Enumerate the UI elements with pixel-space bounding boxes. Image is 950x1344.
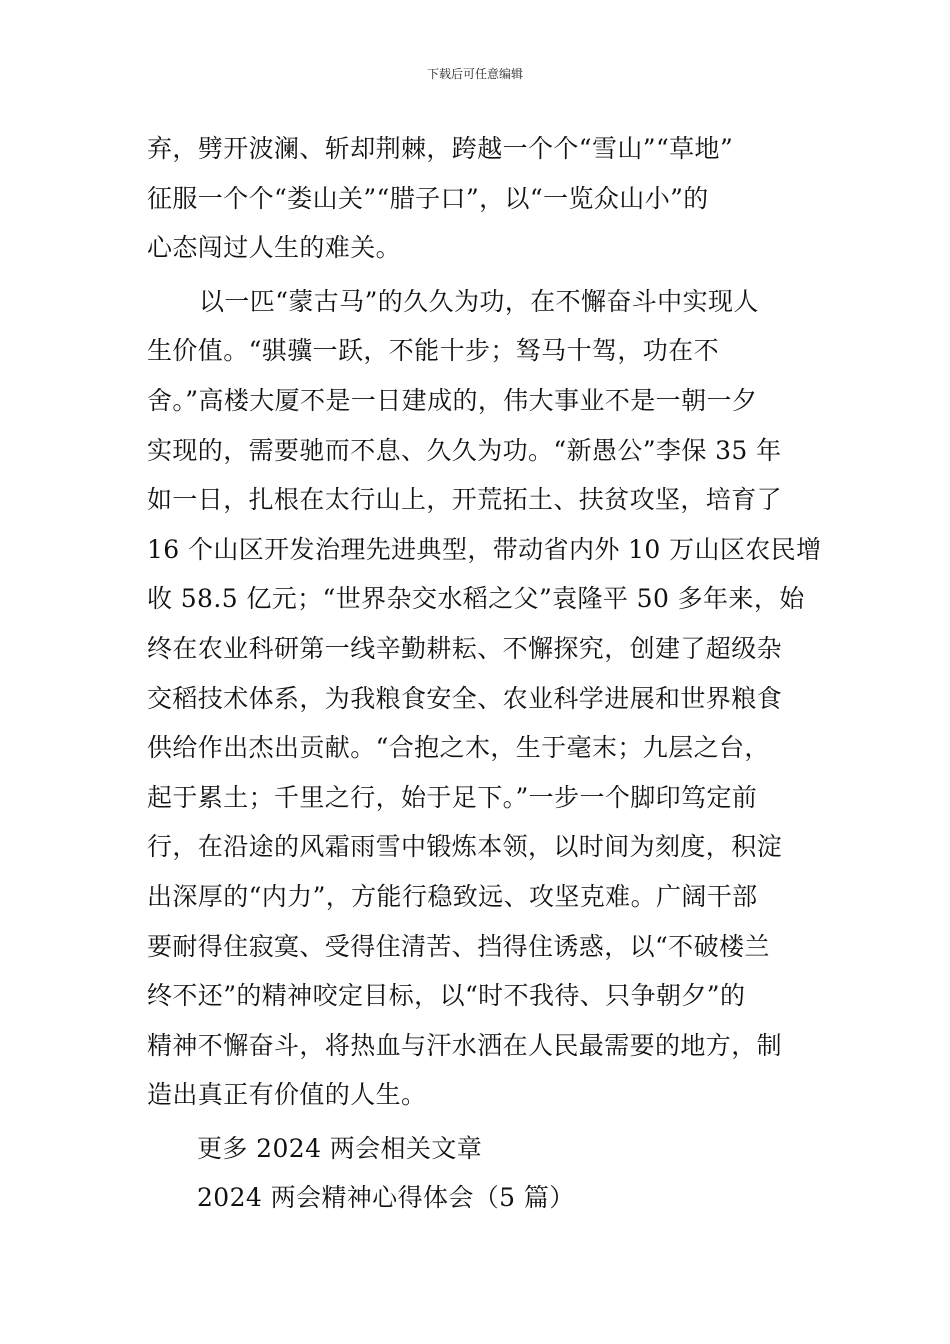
- paragraph-1: [147, 124, 805, 273]
- text-line: 生价值。“骐骥一跃，不能十步；驽马十驾，功在不: [147, 336, 719, 366]
- text-line: 16 个山区开发治理先进典型，带动省内外 10 万山区农民增: [147, 534, 822, 564]
- document-body: [147, 124, 822, 1223]
- text-line: 行，在沿途的风霜雨雪中锻炼本领，以时间为刻度，积淀: [147, 832, 783, 862]
- text-line: 起于累土；千里之行，始于足下。”一步一个脚印笃定前: [147, 782, 758, 812]
- text-line: 收 58.5 亿元；“世界杂交水稻之父”袁隆平 50 多年来，始: [147, 584, 805, 614]
- text-line: 终在农业科研第一线辛勤耕耘、不懈探究，创建了超级杂: [147, 633, 783, 663]
- text-line: 要耐得住寂寞、受得住清苦、挡得住诱惑，以“不破楼兰: [147, 931, 770, 961]
- text-line: 征服一个个“娄山关”“腊子口”，以“一览众山小”的: [147, 183, 709, 213]
- text-line: 造出真正有价值的人生。: [147, 1080, 427, 1110]
- text-line: 供给作出杰出贡献。“合抱之木，生于毫末；九层之台，: [147, 733, 770, 763]
- text-line: 出深厚的“内力”，方能行稳致远、攻坚克难。广阔干部: [147, 881, 758, 911]
- related-article-link[interactable]: 2024 两会精神心得体会（5 篇）: [197, 1183, 575, 1213]
- text-line: 舍。”高楼大厦不是一日建成的，伟大事业不是一朝一夕: [147, 385, 758, 415]
- related-heading: 更多 2024 两会相关文章: [197, 1133, 483, 1163]
- text-line: 如一日，扎根在太行山上，开荒拓土、扶贫攻坚，培育了: [147, 485, 783, 515]
- paragraph-2: [147, 277, 822, 1120]
- page-header: 下载后可任意编辑: [426, 67, 523, 81]
- related-articles: [147, 1124, 805, 1223]
- text-line: 以一匹“蒙古马”的久久为功，在不懈奋斗中实现人: [199, 286, 759, 316]
- text-line: 交稻技术体系，为我粮食安全、农业科学进展和世界粮食: [147, 683, 783, 713]
- text-line: 精神不懈奋斗，将热血与汗水洒在人民最需要的地方，制: [147, 1030, 783, 1060]
- text-line: 终不还”的精神咬定目标，以“时不我待、只争朝夕”的: [147, 981, 746, 1011]
- text-line: 实现的，需要驰而不息、久久为功。“新愚公”李保 35 年: [147, 435, 782, 465]
- text-line: 心态闯过人生的难关。: [147, 233, 402, 263]
- text-line: 弃，劈开波澜、斩却荆棘，跨越一个个“雪山”“草地”: [147, 134, 734, 163]
